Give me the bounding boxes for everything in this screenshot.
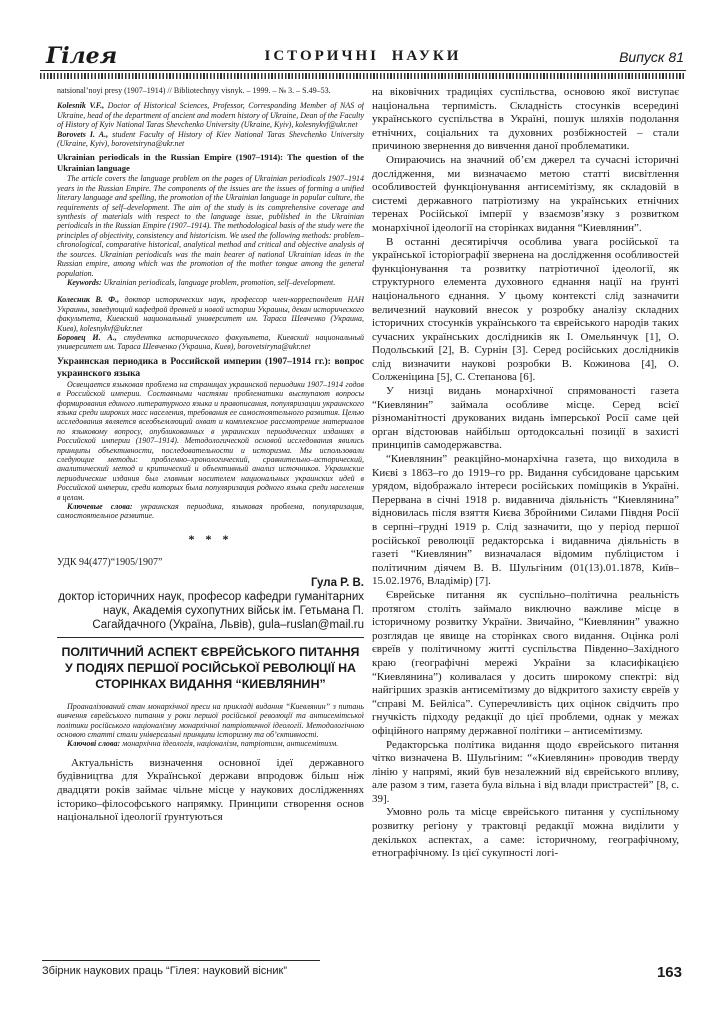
author-affiliation-en-1: Doctor of Historical Sciences, Professor, Corresponding Member of NAS of Ukraine, head of the department of ancient and modern history of Ukraine, Dean of the Faculty of History of Kyiv National Taras Shevchenko University (Ukraine, Kyiv), kolesnykvf@ukr.net bbox=[57, 101, 364, 130]
issue-label: Випуск 81 bbox=[619, 49, 684, 65]
abstract-uk: Проаналізований стан монархічної преси на прикладі видання “Киевлянин” з питань вивчення єврейського питання у роки першої російської революції та антисемітської політики російського націоналізму монархічної патріотичної ідеології. Методологічною основою статті стали універсальні принципи історизму та об’єктивності. bbox=[57, 701, 364, 740]
columns-container bbox=[57, 86, 679, 958]
left-column bbox=[57, 86, 364, 958]
author-affiliation-en-2: student Faculty of History of Kiev National Taras Shevchenko University (Ukraine, Kyiv), borovetsiryna@ukr.net bbox=[57, 129, 364, 149]
article-author-name: Гула Р. В. bbox=[310, 576, 364, 589]
footer-journal-line: Збірник наукових праць “Гілея: науковий вісник” bbox=[42, 960, 320, 978]
reference-continuation: natsional’noyi presy (1907–1914) // Bibliotechnyy visnyk. – 1999. – № 3. – S.49–53. bbox=[57, 86, 331, 95]
body-paragraph: В останні десятиріччя особлива увага російської та української історіографії звернена на дослідження особливостей функціонування та розвитку патріотичної ідеології, як структурного елемента духовного єднання нації на ґрунті національного єднання. У цьому контексті слід зазначити величезний науковий внесок у розробку аналізу складних історичних стосунків українського та єврейського народів таких сучасних українських дослідників як І. Омельянчук [1], О. Подольський [2], В. Сурнін [3]. Серед російських дослідників слід визначити наукові розробки В. Кожинова [4], О. Солженіцина [5], С. Степанова [6]. bbox=[372, 235, 679, 384]
article-author-block bbox=[57, 576, 364, 632]
keywords-ru bbox=[57, 502, 364, 521]
keywords-en-label: Keywords: bbox=[67, 277, 102, 287]
author-name-en-2: Borovets I. A., bbox=[57, 129, 109, 139]
body-paragraph-left: Актуальність визначення основної ідеї державного будівництва для Української держави впродовж більш ніж двадцяти років займає чільне місце у наукових дослідженнях історико–філософського напрямку. Принципи створення основ національної ідеології ґрунтуються bbox=[57, 756, 364, 824]
author-name-ru-1: Колесник В. Ф., bbox=[57, 295, 120, 305]
page-header bbox=[42, 44, 684, 70]
body-paragraph: Опираючись на значний об’єм джерел та сучасні історичні дослідження, ми визначаємо метою статті висвітлення особливостей функціонування антисемітізму, як складовій в системі державного патріотизму на українських етнічних теренах Російської імперії у взаємозв’язку з розвитком монархічної ідеології на сторінках видання “Киевлянин”. bbox=[372, 153, 679, 234]
body-paragraph: на віковічних традиціях суспільства, основою якої виступає національна терпимість. Складність стосунків всередині українського суспільства в Україні, пошук шляхів подолання етнічних, соціальних та духовних розбіжностей – стали причиною звернення до вивчення даної проблематики. bbox=[372, 86, 679, 153]
authors-en bbox=[57, 101, 364, 148]
author-affiliation-ru-1: доктор исторических наук, профессор член-корреспондент НАН Украины, заведующий кафедрой древней и новой истории Украины, декан исторического факультета, Киевский национальный университет им. Тараса Шевченко (Украина, Киев), kolesnykvf@ukr.net bbox=[57, 295, 364, 333]
body-paragraph: Умовно роль та місце єврейського питання у суспільному розвитку регіону у трактовці редакції можна виділити у декількох аспектах, а саме: історичному, географічному, етнографічному. Із цієї сукупності логі- bbox=[372, 806, 679, 860]
header-stripe bbox=[40, 73, 686, 79]
article-author-affiliation: доктор історичних наук, професор кафедри гуманітарних наук, Академія сухопутних військ ім. Гетьмана П. Сагайдачного (Україна, Львів), gula–ruslan@mail.ru bbox=[58, 590, 364, 631]
authors-ru bbox=[57, 295, 364, 351]
udc-code: УДК 94(477)“1905/1907” bbox=[57, 556, 163, 568]
page-footer bbox=[42, 960, 684, 990]
title-ru: Украинская периодика в Российской империи (1907–1914 гг.): вопрос украинского языка bbox=[57, 356, 364, 379]
page-number: 163 bbox=[656, 964, 682, 981]
abstract-en: The article covers the language problem on the pages of Ukrainian periodicals 1907–1914 years in the Russian Empire. The components of the issues are the issues of forming a unified literary language and spelling, the promotion of the Ukrainian language in popular culture, the requirements of self–development. The aim of the study is its comprehensive coverage and synthesis of materials with respect to the language issue, published in the Ukrainian periodicals in the Russian Empire (1907–1914). The methodological basis of the study were the principles of objectivity, consistency and historicism. We used the following methods: problem–chronological, comparative historical, analytical method and critical and objective analysis of the sources. Ukrainian periodicals was the main bearer of national Ukrainian ideas in the Russian empire, among which was the promotion of the mother tongue among the general population. bbox=[57, 174, 364, 278]
body-paragraph: Єврейське питання як суспільно–політична реальність протягом століть займало виключно важливе місце в історичному розвитку України. Звичайно, “Киевлянин” уважно розглядав це явище на сторінках свого видання. Оцінка ролі євреїв у політичному житті суспільства Південно–Західного краю (географічні мережі України за класифікацією “Киевлянина”) коливалася у досить широкому спектрі: від найгірших зразків антисемітизму до відкритого захисту євреїв у “справі М. Бейліса”. Суперечливість цих оцінок свідчить про гнучкість підходу редакції до цієї проблеми, однак у межах офіційного напряму державної політики – антисемітизму. bbox=[372, 588, 679, 737]
right-column bbox=[372, 86, 679, 958]
abstract-ru: Освещается языковая проблема на страницах украинской периодики 1907–1914 годов в Российской империи. Составными частями проблематики выступают вопросы формирования единого литературного языка и правописания, популяризации украинского языка среди широких масс населения, требования ее самостоятельного развития. Целью исследования является всеобъемлющий охват и комплексное рассмотрение материалов по языковому вопросу, опубликованных в украинских периодических изданиях в Российской империи (1907–1914). Методологической основой исследования явились принципы объективности, последовательности и историзма. Мы использовали следующие методы: проблемно–хронологический, сравнительно–исторический, аналитический метод и критический и объективный анализ источников. Украинские периодические издания был главным носителем национальных украинских идей в Российской империи, среди которых была популяризация родного языка среди населения в целом. bbox=[57, 379, 364, 502]
header-rule bbox=[40, 70, 686, 71]
author-name-en-1: Kolesnik V.F., bbox=[57, 101, 105, 111]
keywords-ru-label: Ключевые слова: bbox=[67, 502, 133, 512]
body-paragraph: У низці видань монархічної спрямованості газета “Киевлянин” займала особливе місце. Серед всієї різноманітності друкованих видань імперської Росії саме цей орган відстоював найбільш ортодоксальні позиції в захисті принципів самодержавства. bbox=[372, 385, 679, 452]
journal-logo: Гілея bbox=[46, 43, 118, 69]
title-en: Ukrainian periodicals in the Russian Empire (1907–1914): The question of the Ukrainian language bbox=[57, 152, 364, 174]
body-paragraph: “Киевлянин” реакційно-монархічна газета, що виходила в Києві з 1863–го до 1919–го рр. Видання субсидоване царським урядом, відображало інтереси російських поміщиків в Україні. Перервана в січні 1918 р. видавнича діяльність “Киевлянина” відновилась після взяття Києва Збройними Силами Півдня Росії в серпні–грудні 1919 р. Слід зазначити, що у період першої російської революції редакторська і видавнича діяльність в газеті “Киевлянин” визначалася відомим публіцистом і політичним діячем В. В. Шульгіним (01(13).01.1878, Київ–15.02.1976, Владімір) [7]. bbox=[372, 453, 679, 588]
keywords-ru-text: украинская периодика, языковая проблема, популяризация, самостоятельное развитие. bbox=[57, 502, 364, 521]
keywords-en-text: Ukrainian periodicals, language problem, promotion, self–development. bbox=[103, 277, 336, 287]
keywords-uk bbox=[57, 739, 364, 748]
keywords-uk-text: монархічна ідеологія, націоналізм, патріотизм, антисемітизм. bbox=[122, 739, 339, 749]
section-title: ІСТОРИЧНІ НАУКИ bbox=[264, 48, 462, 64]
keywords-en bbox=[57, 278, 364, 287]
author-name-ru-2: Боровец И. А., bbox=[57, 332, 117, 342]
keywords-uk-label: Ключові слова: bbox=[67, 739, 121, 749]
section-separator: * * * bbox=[188, 531, 233, 546]
body-paragraph: Редакторська політика видання щодо єврейського питання чітко визначена В. Шульгіним: “«Киевлянин» проводив тверду лінію у напрямі, який був незалежний від єврейського впливу, але разом з тим, газета була вільна і від влади пристрастей” [8, с. 39]. bbox=[372, 738, 679, 805]
author-affiliation-ru-2: студентка исторического факультета, Киевский национальный университет им. Тараса Шевченко (Украина, Киев), borovetsiryna@ukr.net bbox=[57, 332, 364, 352]
article-title: ПОЛІТИЧНИЙ АСПЕКТ ЄВРЕЙСЬКОГО ПИТАННЯ У ПОДІЯХ ПЕРШОЇ РОСІЙСЬКОЇ РЕВОЛЮЦІЇ НА СТОРІНКАХ ВИДАННЯ “КИЕВЛЯНИН” bbox=[61, 644, 360, 691]
